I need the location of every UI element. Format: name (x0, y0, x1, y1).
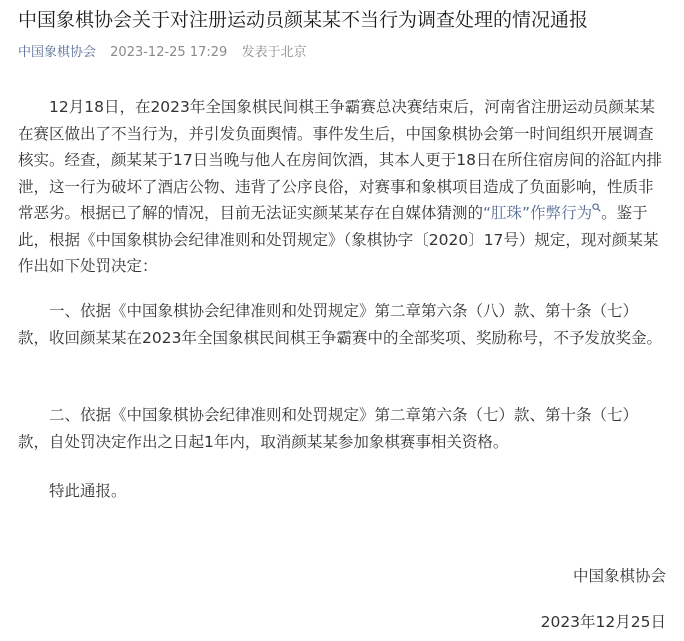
search-term-label: “肛珠”作弊行为 (483, 204, 593, 222)
signature-date: 2023年12月25日 (540, 613, 666, 631)
search-icon (592, 203, 601, 212)
paragraph-closing: 特此通报。 (49, 482, 127, 500)
publish-time: 2023-12-25 17:29 (110, 45, 228, 60)
search-term-link[interactable] (483, 204, 601, 222)
signature: 中国象棋协会 (572, 567, 666, 585)
article-title: 中国象棋协会关于对注册运动员颜某某不当行为调查处理的情况通报 (18, 9, 589, 31)
paragraph-intro (18, 94, 668, 280)
paragraph-penalty-1: 一、依据《中国象棋协会纪律准则和处罚规定》第二章第六条（八）款、第十条（七）款，收回颜某某在2023年全国象棋民间棋王争霸赛中的全部奖项、奖励称号，不予发放奖金。 (18, 302, 662, 347)
article-meta (18, 44, 306, 62)
paragraph-intro-text: 12月18日，在2023年全国象棋民间棋王争霸赛总决赛结束后，河南省注册运动员颜某某在赛区做出了不当行为，并引发负面舆情。事件发生后，中国象棋协会第一时间组织开展调查核实。经查，颜某某于17日当晚与他人在房间饮酒，其本人更于18日在所住宿房间的浴缸内排泄，这一行为破坏了酒店公物、违背了公序良俗，对赛事和象棋项目造成了负面影响，性质非常恶劣。根据已了解的情况，目前无法证实颜某某存在自媒体猜测的 (18, 98, 662, 222)
paragraph-intro-tail: 。鉴于此，根据《中国象棋协会纪律准则和处罚规定》（象棋协字〔2020〕17号）规定，现对颜某某作出如下处罚决定： (18, 204, 659, 275)
paragraph-penalty-2: 二、依据《中国象棋协会纪律准则和处罚规定》第二章第六条（七）款、第十条（七）款，自处罚决定作出之日起1年内，取消颜某某参加象棋赛事相关资格。 (18, 406, 639, 451)
publish-location: 发表于北京 (241, 45, 307, 60)
source-link[interactable]: 中国象棋协会 (18, 45, 97, 60)
